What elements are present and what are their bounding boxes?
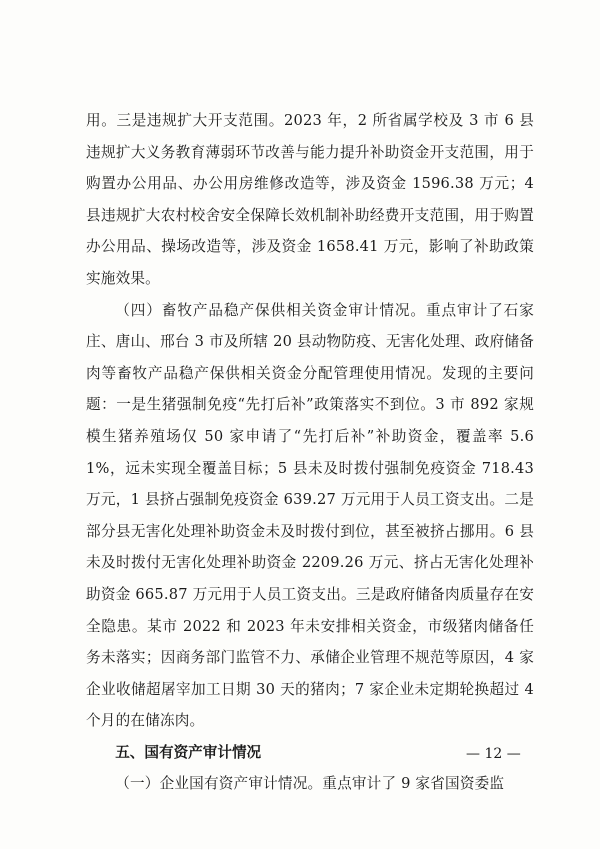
paragraph-enterprise-assets: （一）企业国有资产审计情况。重点审计了 9 家省国资委监 xyxy=(115,775,505,793)
document-body xyxy=(86,105,534,800)
paragraph-education-funds: 用。三是违规扩大开支范围。2023 年，2 所省属学校及 3 市 6 县违规扩大义务教育薄弱环节改善与能力提升补助资金开支范围，用于购置办公用品、办公用房维修改造等，涉及资金 1596.38 万元；4 县违规扩大农村校舍安全保障长效机制补助经费开支范围，用于购置办公用品、操场改造等，涉及资金 1658.41 万元，影响了补助政策实施效果。 xyxy=(86,112,534,287)
section-heading-state-assets: 五、国有资产审计情况 xyxy=(115,743,262,761)
page-number: — 12 — xyxy=(466,746,521,762)
paragraph-livestock-audit: （四）畜牧产品稳产保供相关资金审计情况。重点审计了石家庄、唐山、邢台 3 市及所辖 20 县动物防疫、无害化处理、政府储备肉等畜牧产品稳产保供相关资金分配管理使用情况。发现的主要问题：一是生猪强制免疫“先打后补”政策落实不到位。3 市 892 家规模生猪养殖场仅 50 家申请了“先打后补”补助资金，覆盖率 5.61%，远未实现全覆盖目标；5 县未及时拨付强制免疫资金 718.43 万元，1 县挤占强制免疫资金 639.27 万元用于人员工资支出。二是部分县无害化处理补助资金未及时拨付到位，甚至被挤占挪用。6 县未及时拨付无害化处理补助资金 2209.26 万元、挤占无害化处理补助资金 665.87 万元用于人员工资支出。三是政府储备肉质量存在安全隐患。某市 2022 和 2023 年未安排相关资金，市级猪肉储备任务未落实；因商务部门监管不力、承储企业管理不规范等原因，4 家企业收储超屠宰加工日期 30 天的猪肉；7 家企业未定期轮换超过 4 个月的在储冻肉。 xyxy=(86,301,534,730)
